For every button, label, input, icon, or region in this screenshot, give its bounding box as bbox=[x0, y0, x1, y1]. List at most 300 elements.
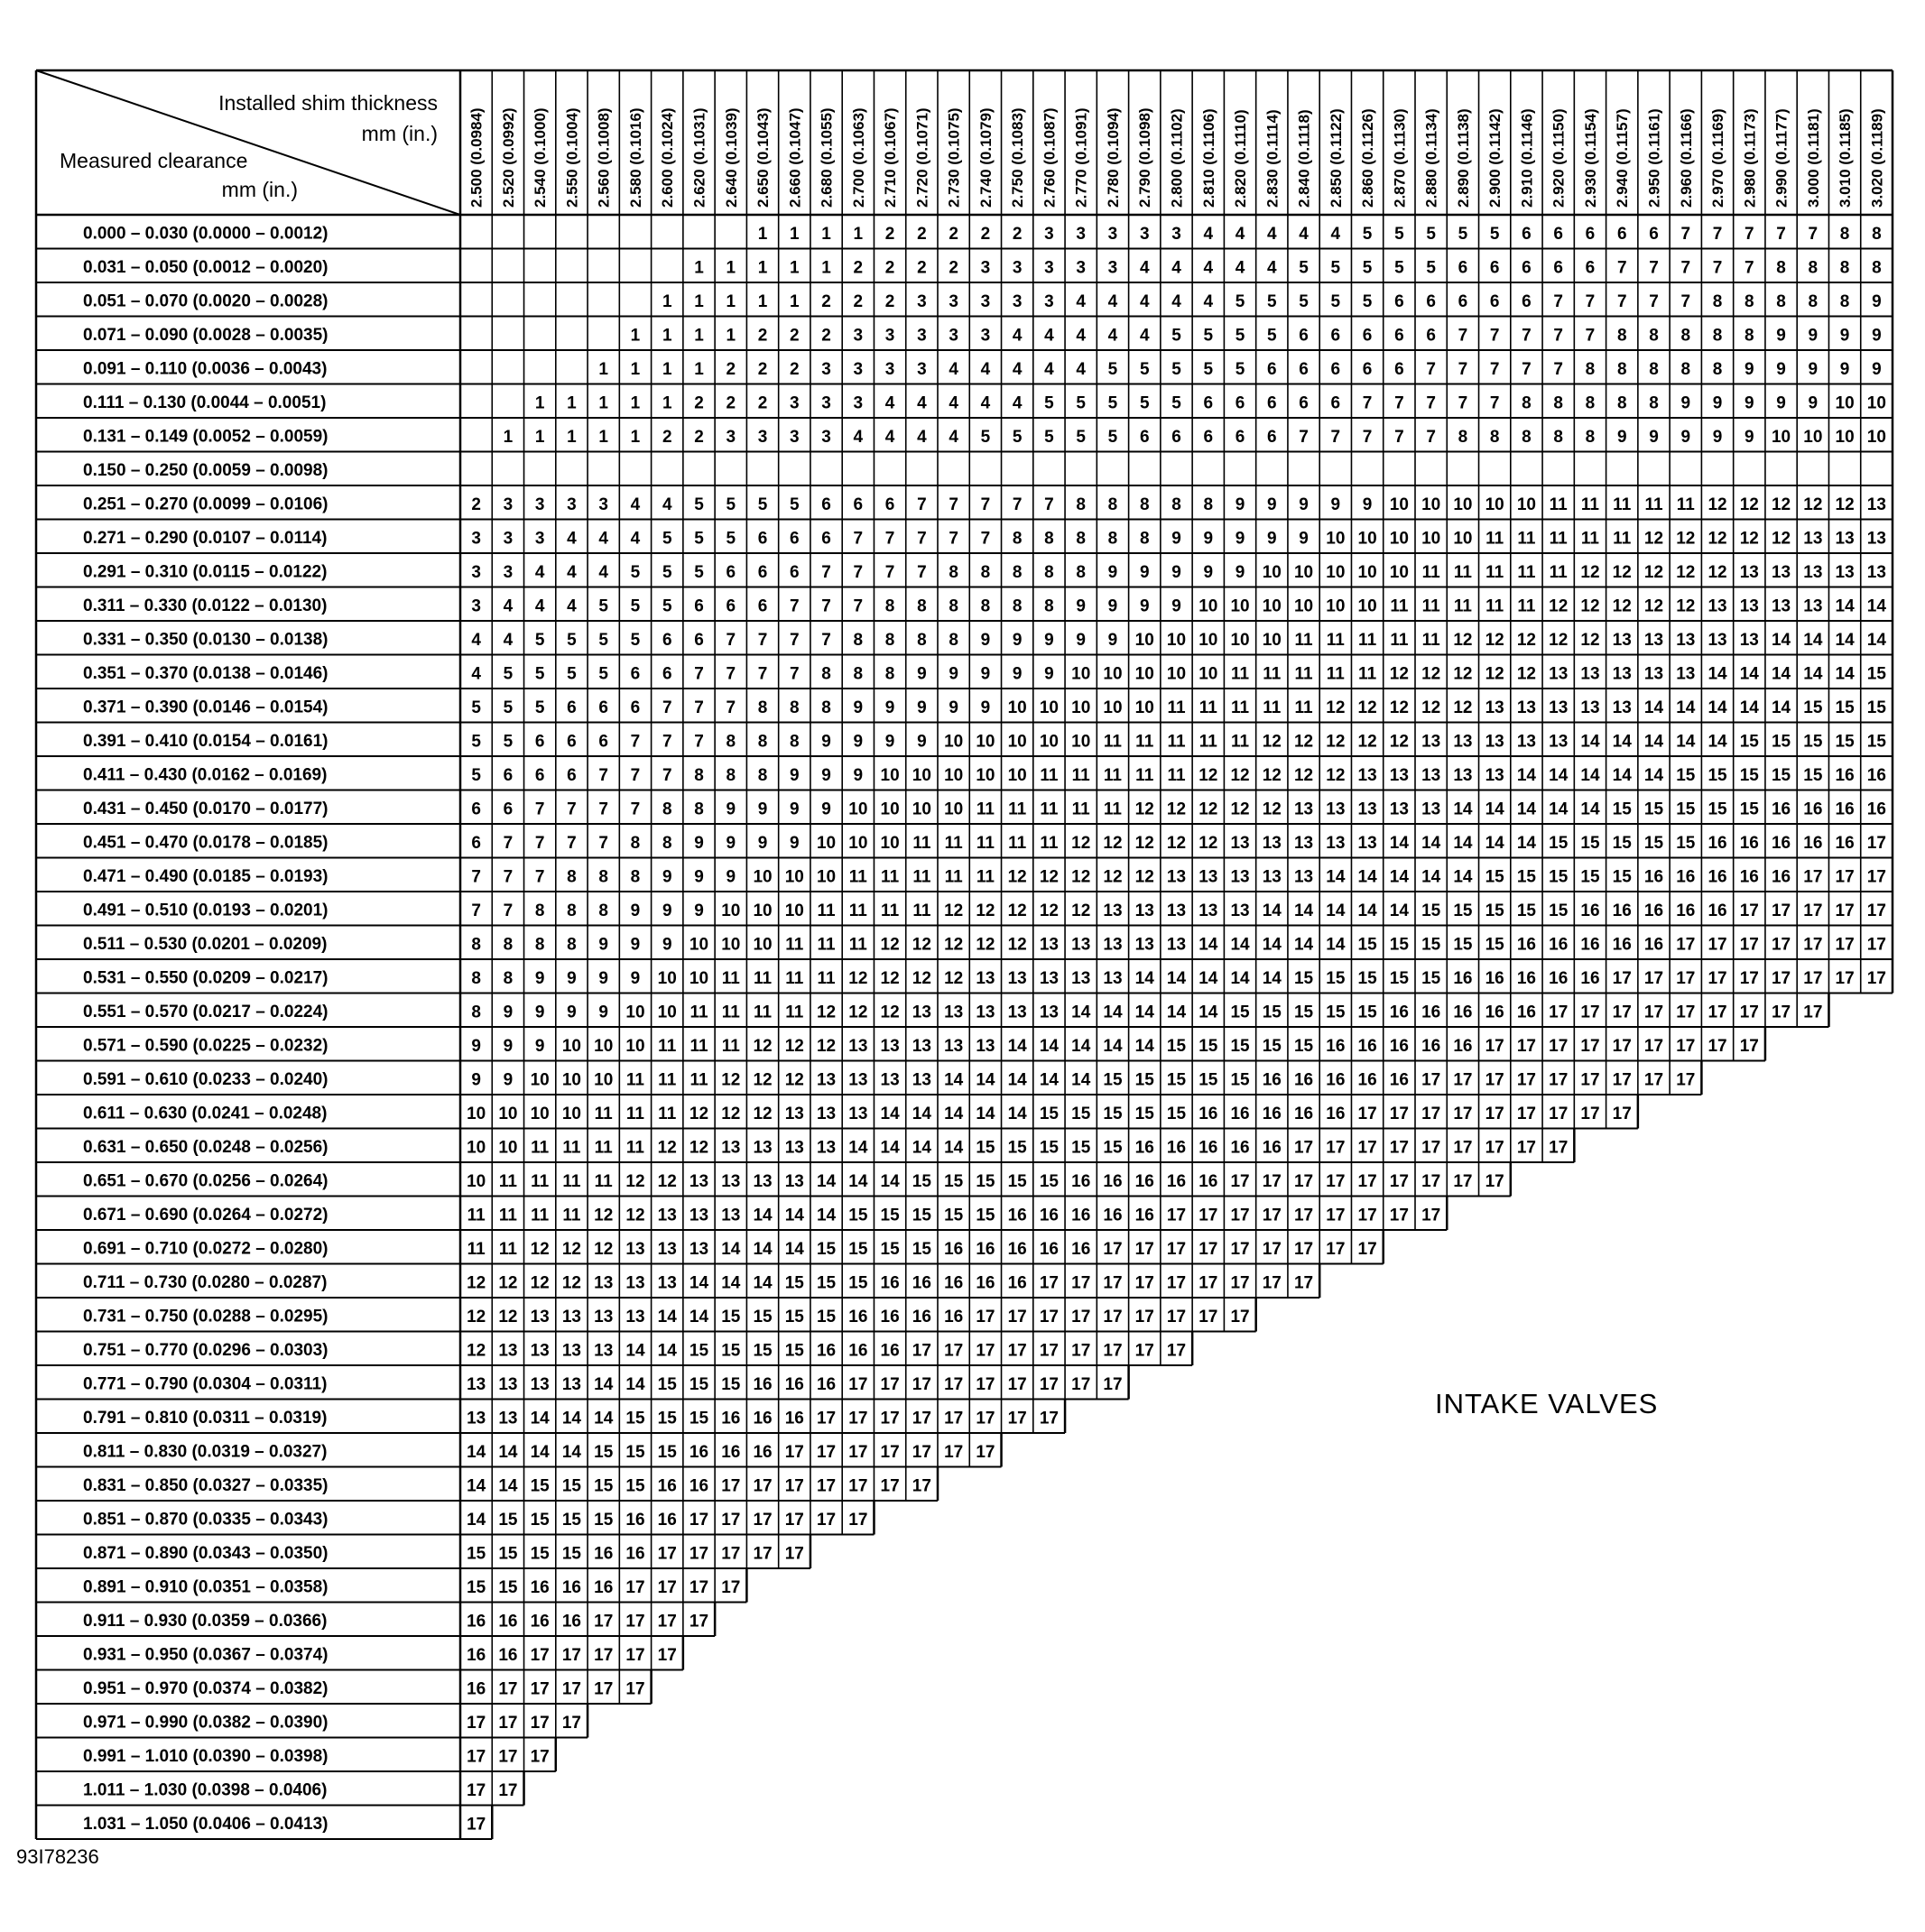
table-cell: 12 bbox=[1293, 766, 1314, 785]
table-cell: 17 bbox=[1516, 1105, 1537, 1123]
table-cell: 11 bbox=[1135, 732, 1154, 752]
table-cell: 3 bbox=[1107, 258, 1118, 278]
table-cell: 11 bbox=[562, 1138, 581, 1158]
table-cell: 1 bbox=[694, 326, 704, 346]
table-cell: 2 bbox=[662, 428, 672, 447]
row-label: 1.031 – 1.050 (0.0406 – 0.0413) bbox=[83, 1814, 329, 1834]
table-cell: 11 bbox=[1676, 495, 1695, 514]
table-cell: 14 bbox=[1166, 1003, 1187, 1022]
table-cell: 15 bbox=[1071, 1138, 1091, 1158]
table-cell: 17 bbox=[1326, 1172, 1346, 1191]
table-cell: 15 bbox=[561, 1476, 582, 1496]
table-cell: 14 bbox=[1516, 800, 1537, 819]
table-cell: 10 bbox=[594, 1070, 614, 1090]
table-cell: 11 bbox=[467, 1206, 486, 1225]
table-cell: 6 bbox=[598, 732, 608, 752]
table-cell: 10 bbox=[1103, 664, 1123, 684]
table-cell: 13 bbox=[467, 1409, 486, 1428]
table-cell: 7 bbox=[534, 867, 545, 887]
table-cell: 8 bbox=[1808, 292, 1819, 311]
table-cell: 14 bbox=[657, 1308, 677, 1327]
table-cell: 13 bbox=[1485, 766, 1504, 785]
table-cell: 12 bbox=[1293, 732, 1314, 752]
table-cell: 5 bbox=[1426, 225, 1436, 244]
table-cell: 4 bbox=[1171, 258, 1181, 278]
column-header: 2.500 (0.0984) bbox=[467, 107, 486, 208]
table-cell: 12 bbox=[1421, 698, 1441, 717]
table-cell: 9 bbox=[1808, 393, 1819, 413]
table-cell: 7 bbox=[1522, 360, 1532, 379]
table-cell: 17 bbox=[1866, 867, 1886, 887]
table-cell: 7 bbox=[980, 495, 991, 514]
table-cell: 2 bbox=[757, 393, 768, 413]
table-cell: 8 bbox=[1522, 428, 1532, 447]
table-cell: 16 bbox=[1326, 1037, 1346, 1056]
table-cell: 4 bbox=[471, 631, 481, 650]
table-cell: 14 bbox=[625, 1341, 645, 1361]
table-cell: 6 bbox=[1330, 360, 1341, 379]
table-cell: 9 bbox=[1680, 393, 1691, 413]
table-cell: 16 bbox=[1262, 1070, 1282, 1090]
table-cell: 11 bbox=[594, 1172, 613, 1191]
table-cell: 9 bbox=[1649, 428, 1659, 447]
table-cell: 12 bbox=[944, 935, 964, 955]
table-cell: 16 bbox=[689, 1443, 709, 1462]
table-cell: 16 bbox=[1103, 1172, 1123, 1191]
table-cell: 7 bbox=[694, 664, 704, 684]
table-cell: 12 bbox=[1134, 800, 1154, 819]
table-cell: 12 bbox=[1326, 732, 1346, 752]
table-cell: 16 bbox=[689, 1476, 709, 1496]
table-cell: 3 bbox=[471, 563, 481, 582]
table-cell: 11 bbox=[689, 1070, 708, 1090]
table-cell: 10 bbox=[1835, 393, 1855, 413]
table-cell: 6 bbox=[1299, 393, 1309, 413]
row-label: 0.591 – 0.610 (0.0233 – 0.0240) bbox=[83, 1069, 329, 1089]
table-cell: 14 bbox=[689, 1273, 709, 1293]
column-header: 2.840 (0.1118) bbox=[1295, 109, 1313, 208]
table-cell: 16 bbox=[657, 1511, 677, 1530]
column-header: 2.600 (0.1024) bbox=[659, 107, 677, 208]
row-label: 0.891 – 0.910 (0.0351 – 0.0358) bbox=[83, 1577, 329, 1597]
table-cell: 7 bbox=[1458, 326, 1468, 346]
table-cell: 15 bbox=[1771, 732, 1791, 752]
table-cell: 16 bbox=[753, 1443, 773, 1462]
table-cell: 16 bbox=[1708, 834, 1727, 853]
table-cell: 17 bbox=[1835, 901, 1855, 920]
table-cell: 13 bbox=[721, 1206, 741, 1225]
table-cell: 17 bbox=[1198, 1308, 1218, 1327]
table-cell: 8 bbox=[1585, 428, 1596, 447]
table-cell: 17 bbox=[1771, 969, 1791, 988]
column-header: 2.960 (0.1166) bbox=[1677, 108, 1695, 208]
table-cell: 14 bbox=[721, 1273, 741, 1293]
table-cell: 16 bbox=[1293, 1070, 1314, 1090]
table-cell: 16 bbox=[1643, 935, 1664, 955]
table-cell: 5 bbox=[1107, 393, 1118, 413]
table-cell: 15 bbox=[976, 1206, 995, 1225]
table-cell: 9 bbox=[917, 732, 927, 752]
table-cell: 7 bbox=[1522, 326, 1532, 346]
table-cell: 11 bbox=[1008, 800, 1027, 819]
table-cell: 12 bbox=[1389, 698, 1409, 717]
table-cell: 3 bbox=[503, 495, 514, 514]
table-cell: 2 bbox=[757, 326, 768, 346]
table-cell: 6 bbox=[1235, 428, 1245, 447]
table-cell: 15 bbox=[1580, 834, 1600, 853]
table-cell: 10 bbox=[1007, 766, 1027, 785]
table-cell: 14 bbox=[1835, 596, 1855, 616]
table-cell: 15 bbox=[1643, 834, 1664, 853]
table-cell: 17 bbox=[1293, 1172, 1314, 1191]
table-cell: 17 bbox=[1230, 1172, 1250, 1191]
table-cell: 10 bbox=[1771, 428, 1791, 447]
table-cell: 13 bbox=[1580, 698, 1600, 717]
table-cell: 13 bbox=[880, 1037, 900, 1056]
table-cell: 5 bbox=[1171, 360, 1181, 379]
table-cell: 12 bbox=[1230, 800, 1250, 819]
table-cell: 17 bbox=[1835, 969, 1855, 988]
table-cell: 7 bbox=[567, 834, 577, 853]
table-cell: 13 bbox=[530, 1341, 550, 1361]
table-cell: 7 bbox=[1680, 292, 1691, 311]
table-cell: 1 bbox=[726, 292, 736, 311]
table-cell: 7 bbox=[598, 766, 608, 785]
table-cell: 17 bbox=[721, 1476, 741, 1496]
table-cell: 17 bbox=[1739, 969, 1759, 988]
table-cell: 10 bbox=[944, 800, 964, 819]
table-cell: 6 bbox=[790, 529, 800, 549]
table-cell: 8 bbox=[567, 935, 577, 955]
table-cell: 12 bbox=[1453, 698, 1473, 717]
table-cell: 13 bbox=[1835, 563, 1855, 582]
table-cell: 11 bbox=[1549, 563, 1568, 582]
table-cell: 17 bbox=[1421, 1172, 1441, 1191]
table-cell: 16 bbox=[1516, 1003, 1537, 1022]
table-cell: 10 bbox=[1039, 698, 1060, 717]
table-cell: 5 bbox=[630, 563, 641, 582]
table-cell: 12 bbox=[1612, 563, 1632, 582]
table-cell: 16 bbox=[1516, 969, 1537, 988]
table-cell: 12 bbox=[912, 969, 931, 988]
table-cell: 15 bbox=[848, 1240, 868, 1259]
table-cell: 13 bbox=[1071, 969, 1091, 988]
table-cell: 11 bbox=[1167, 698, 1186, 717]
table-cell: 7 bbox=[917, 563, 927, 582]
table-cell: 8 bbox=[1458, 428, 1468, 447]
table-cell: 13 bbox=[848, 1037, 868, 1056]
table-cell: 3 bbox=[853, 326, 864, 346]
table-cell: 11 bbox=[1071, 800, 1090, 819]
table-cell: 17 bbox=[1580, 1070, 1600, 1090]
table-cell: 12 bbox=[1676, 596, 1696, 616]
table-cell: 6 bbox=[757, 596, 768, 616]
table-cell: 10 bbox=[1485, 495, 1504, 514]
table-cell: 17 bbox=[816, 1409, 837, 1428]
header-shim-label: Installed shim thickness bbox=[218, 91, 438, 115]
table-cell: 16 bbox=[784, 1409, 804, 1428]
table-cell: 11 bbox=[753, 969, 773, 988]
table-cell: 1 bbox=[853, 225, 864, 244]
table-cell: 11 bbox=[976, 800, 995, 819]
table-cell: 17 bbox=[944, 1443, 964, 1462]
table-cell: 7 bbox=[1458, 393, 1468, 413]
table-cell: 14 bbox=[1039, 1070, 1060, 1090]
table-cell: 13 bbox=[689, 1240, 709, 1259]
table-cell: 13 bbox=[1166, 935, 1187, 955]
table-cell: 15 bbox=[1643, 800, 1664, 819]
table-cell: 16 bbox=[912, 1273, 931, 1293]
table-cell: 11 bbox=[1294, 664, 1313, 684]
table-cell: 12 bbox=[1007, 867, 1027, 887]
table-cell: 7 bbox=[1489, 393, 1500, 413]
table-cell: 16 bbox=[467, 1679, 486, 1699]
table-cell: 4 bbox=[1330, 225, 1341, 244]
table-cell: 16 bbox=[1676, 867, 1696, 887]
table-cell: 10 bbox=[880, 834, 900, 853]
table-cell: 7 bbox=[1808, 225, 1819, 244]
table-cell: 4 bbox=[1203, 258, 1214, 278]
table-cell: 15 bbox=[1549, 867, 1569, 887]
row-label: 0.111 – 0.130 (0.0044 – 0.0051) bbox=[83, 393, 327, 412]
table-cell: 14 bbox=[1134, 969, 1154, 988]
table-cell: 4 bbox=[598, 563, 608, 582]
table-cell: 17 bbox=[657, 1578, 677, 1597]
table-cell: 16 bbox=[1007, 1273, 1027, 1293]
table-cell: 4 bbox=[1203, 292, 1214, 311]
table-cell: 13 bbox=[498, 1375, 518, 1394]
table-cell: 17 bbox=[1771, 935, 1791, 955]
table-cell: 14 bbox=[1071, 1037, 1091, 1056]
table-cell: 7 bbox=[1362, 428, 1373, 447]
table-cell: 12 bbox=[1485, 664, 1504, 684]
table-cell: 17 bbox=[848, 1511, 868, 1530]
table-cell: 2 bbox=[853, 258, 864, 278]
table-cell: 15 bbox=[784, 1308, 804, 1327]
table-cell: 11 bbox=[562, 1206, 581, 1225]
table-cell: 10 bbox=[784, 867, 804, 887]
table-cell: 14 bbox=[1739, 664, 1759, 684]
row-label: 0.271 – 0.290 (0.0107 – 0.0114) bbox=[83, 528, 328, 548]
table-cell: 15 bbox=[1676, 834, 1696, 853]
table-cell: 9 bbox=[1872, 292, 1882, 311]
table-cell: 12 bbox=[1103, 867, 1123, 887]
table-cell: 15 bbox=[784, 1273, 804, 1293]
table-cell: 7 bbox=[917, 529, 927, 549]
table-cell: 14 bbox=[467, 1476, 486, 1496]
table-cell: 8 bbox=[1776, 292, 1786, 311]
table-cell: 17 bbox=[753, 1476, 773, 1496]
table-cell: 14 bbox=[1007, 1105, 1027, 1123]
column-header: 2.750 (0.1083) bbox=[1009, 107, 1027, 208]
table-cell: 11 bbox=[944, 867, 963, 887]
table-cell: 9 bbox=[630, 901, 641, 920]
table-cell: 5 bbox=[567, 631, 577, 650]
table-cell: 11 bbox=[785, 935, 804, 955]
table-cell: 9 bbox=[949, 698, 958, 717]
table-cell: 3 bbox=[1044, 258, 1054, 278]
table-cell: 11 bbox=[848, 901, 867, 920]
table-cell: 14 bbox=[816, 1206, 837, 1225]
table-cell: 8 bbox=[884, 664, 895, 684]
table-cell: 8 bbox=[949, 596, 958, 616]
table-cell: 17 bbox=[1071, 1375, 1091, 1394]
table-cell: 10 bbox=[848, 834, 868, 853]
table-cell: 13 bbox=[1835, 529, 1855, 549]
table-cell: 7 bbox=[471, 901, 481, 920]
table-cell: 11 bbox=[1517, 596, 1536, 616]
table-cell: 1 bbox=[598, 428, 608, 447]
table-cell: 7 bbox=[503, 867, 514, 887]
table-cell: 11 bbox=[1135, 766, 1154, 785]
table-cell: 9 bbox=[1362, 495, 1373, 514]
table-cell: 14 bbox=[1198, 935, 1218, 955]
table-cell: 12 bbox=[1262, 800, 1282, 819]
table-cell: 13 bbox=[561, 1341, 582, 1361]
table-cell: 11 bbox=[817, 901, 836, 920]
table-cell: 17 bbox=[753, 1511, 773, 1530]
table-cell: 14 bbox=[1007, 1037, 1027, 1056]
column-header: 2.940 (0.1157) bbox=[1614, 108, 1632, 208]
table-cell: 13 bbox=[753, 1172, 773, 1191]
table-cell: 6 bbox=[853, 495, 864, 514]
table-cell: 10 bbox=[1453, 495, 1473, 514]
table-cell: 9 bbox=[1203, 563, 1214, 582]
table-cell: 12 bbox=[657, 1172, 677, 1191]
table-cell: 10 bbox=[689, 969, 709, 988]
table-cell: 6 bbox=[662, 631, 672, 650]
column-header: 2.780 (0.1094) bbox=[1104, 107, 1122, 208]
table-cell: 17 bbox=[1643, 1037, 1664, 1056]
row-label: 0.631 – 0.650 (0.0248 – 0.0256) bbox=[83, 1137, 329, 1157]
table-cell: 15 bbox=[1485, 867, 1504, 887]
table-cell: 14 bbox=[1549, 800, 1569, 819]
table-cell: 14 bbox=[594, 1375, 614, 1394]
table-cell: 11 bbox=[1103, 766, 1123, 785]
table-cell: 11 bbox=[1294, 698, 1313, 717]
table-cell: 4 bbox=[1203, 225, 1214, 244]
table-cell: 15 bbox=[880, 1240, 900, 1259]
row-label: 0.971 – 0.990 (0.0382 – 0.0390) bbox=[83, 1713, 329, 1733]
table-cell: 17 bbox=[1549, 1105, 1569, 1123]
table-cell: 15 bbox=[1293, 969, 1314, 988]
table-cell: 4 bbox=[1107, 326, 1118, 346]
table-cell: 15 bbox=[1326, 1003, 1346, 1022]
table-cell: 13 bbox=[1103, 935, 1123, 955]
table-cell: 7 bbox=[1712, 258, 1723, 278]
table-cell: 9 bbox=[726, 867, 736, 887]
table-cell: 8 bbox=[1712, 326, 1723, 346]
table-cell: 15 bbox=[1230, 1037, 1250, 1056]
table-cell: 10 bbox=[976, 732, 995, 752]
table-cell: 7 bbox=[1012, 495, 1023, 514]
table-cell: 13 bbox=[1134, 901, 1154, 920]
table-cell: 11 bbox=[912, 867, 931, 887]
table-cell: 8 bbox=[1171, 495, 1181, 514]
column-header: 2.880 (0.1134) bbox=[1422, 108, 1440, 208]
table-cell: 7 bbox=[1394, 393, 1404, 413]
table-cell: 8 bbox=[694, 800, 704, 819]
table-cell: 10 bbox=[530, 1070, 550, 1090]
table-cell: 16 bbox=[1198, 1138, 1218, 1158]
table-cell: 15 bbox=[657, 1443, 677, 1462]
table-cell: 6 bbox=[1522, 225, 1532, 244]
table-cell: 17 bbox=[1803, 935, 1823, 955]
table-cell: 8 bbox=[662, 834, 672, 853]
table-cell: 16 bbox=[1389, 1003, 1409, 1022]
table-cell: 10 bbox=[1230, 631, 1250, 650]
table-cell: 10 bbox=[1262, 563, 1282, 582]
column-header: 2.970 (0.1169) bbox=[1709, 108, 1727, 208]
table-cell: 17 bbox=[1580, 1003, 1600, 1022]
table-cell: 11 bbox=[721, 1003, 740, 1022]
table-cell: 17 bbox=[1708, 1037, 1727, 1056]
table-cell: 12 bbox=[880, 1003, 900, 1022]
table-cell: 6 bbox=[1139, 428, 1150, 447]
column-header: 2.850 (0.1122) bbox=[1327, 108, 1345, 208]
table-cell: 17 bbox=[1389, 1172, 1409, 1191]
table-cell: 7 bbox=[1044, 495, 1054, 514]
table-cell: 12 bbox=[1421, 664, 1441, 684]
table-cell: 6 bbox=[1203, 428, 1214, 447]
table-cell: 10 bbox=[1166, 631, 1187, 650]
table-cell: 17 bbox=[1612, 1037, 1632, 1056]
table-cell: 7 bbox=[790, 596, 800, 616]
table-cell: 11 bbox=[1071, 766, 1090, 785]
table-cell: 3 bbox=[534, 529, 545, 549]
table-cell: 11 bbox=[1198, 732, 1217, 752]
table-cell: 17 bbox=[1007, 1341, 1027, 1361]
table-cell: 12 bbox=[1739, 529, 1759, 549]
table-cell: 17 bbox=[689, 1544, 709, 1564]
table-cell: 9 bbox=[1745, 428, 1754, 447]
table-cell: 15 bbox=[1357, 1003, 1377, 1022]
table-cell: 6 bbox=[1394, 360, 1404, 379]
table-cell: 17 bbox=[912, 1443, 931, 1462]
table-cell: 4 bbox=[853, 428, 864, 447]
table-cell: 13 bbox=[1708, 631, 1727, 650]
column-header: 2.870 (0.1130) bbox=[1391, 108, 1409, 208]
table-cell: 2 bbox=[884, 258, 895, 278]
table-cell: 13 bbox=[1007, 969, 1027, 988]
table-cell: 13 bbox=[1166, 867, 1187, 887]
table-cell: 11 bbox=[689, 1037, 708, 1056]
table-cell: 14 bbox=[880, 1172, 900, 1191]
table-cell: 15 bbox=[816, 1308, 837, 1327]
table-cell: 12 bbox=[721, 1105, 741, 1123]
table-cell: 10 bbox=[1134, 698, 1154, 717]
table-cell: 9 bbox=[821, 732, 831, 752]
table-cell: 11 bbox=[562, 1172, 581, 1191]
table-cell: 6 bbox=[1267, 360, 1277, 379]
table-cell: 8 bbox=[1585, 360, 1596, 379]
row-label: 0.351 – 0.370 (0.0138 – 0.0146) bbox=[83, 663, 329, 683]
table-cell: 7 bbox=[949, 529, 958, 549]
table-cell: 10 bbox=[721, 901, 741, 920]
table-cell: 12 bbox=[1230, 766, 1250, 785]
table-cell: 17 bbox=[689, 1578, 709, 1597]
table-cell: 15 bbox=[848, 1273, 868, 1293]
table-cell: 15 bbox=[1803, 698, 1823, 717]
table-cell: 8 bbox=[980, 563, 991, 582]
table-cell: 15 bbox=[467, 1544, 486, 1564]
table-cell: 17 bbox=[561, 1714, 582, 1733]
table-cell: 17 bbox=[1549, 1003, 1569, 1022]
table-cell: 9 bbox=[757, 834, 768, 853]
document-id: 93I78236 bbox=[16, 1845, 99, 1868]
table-cell: 9 bbox=[503, 1003, 514, 1022]
table-cell: 16 bbox=[1198, 1105, 1218, 1123]
